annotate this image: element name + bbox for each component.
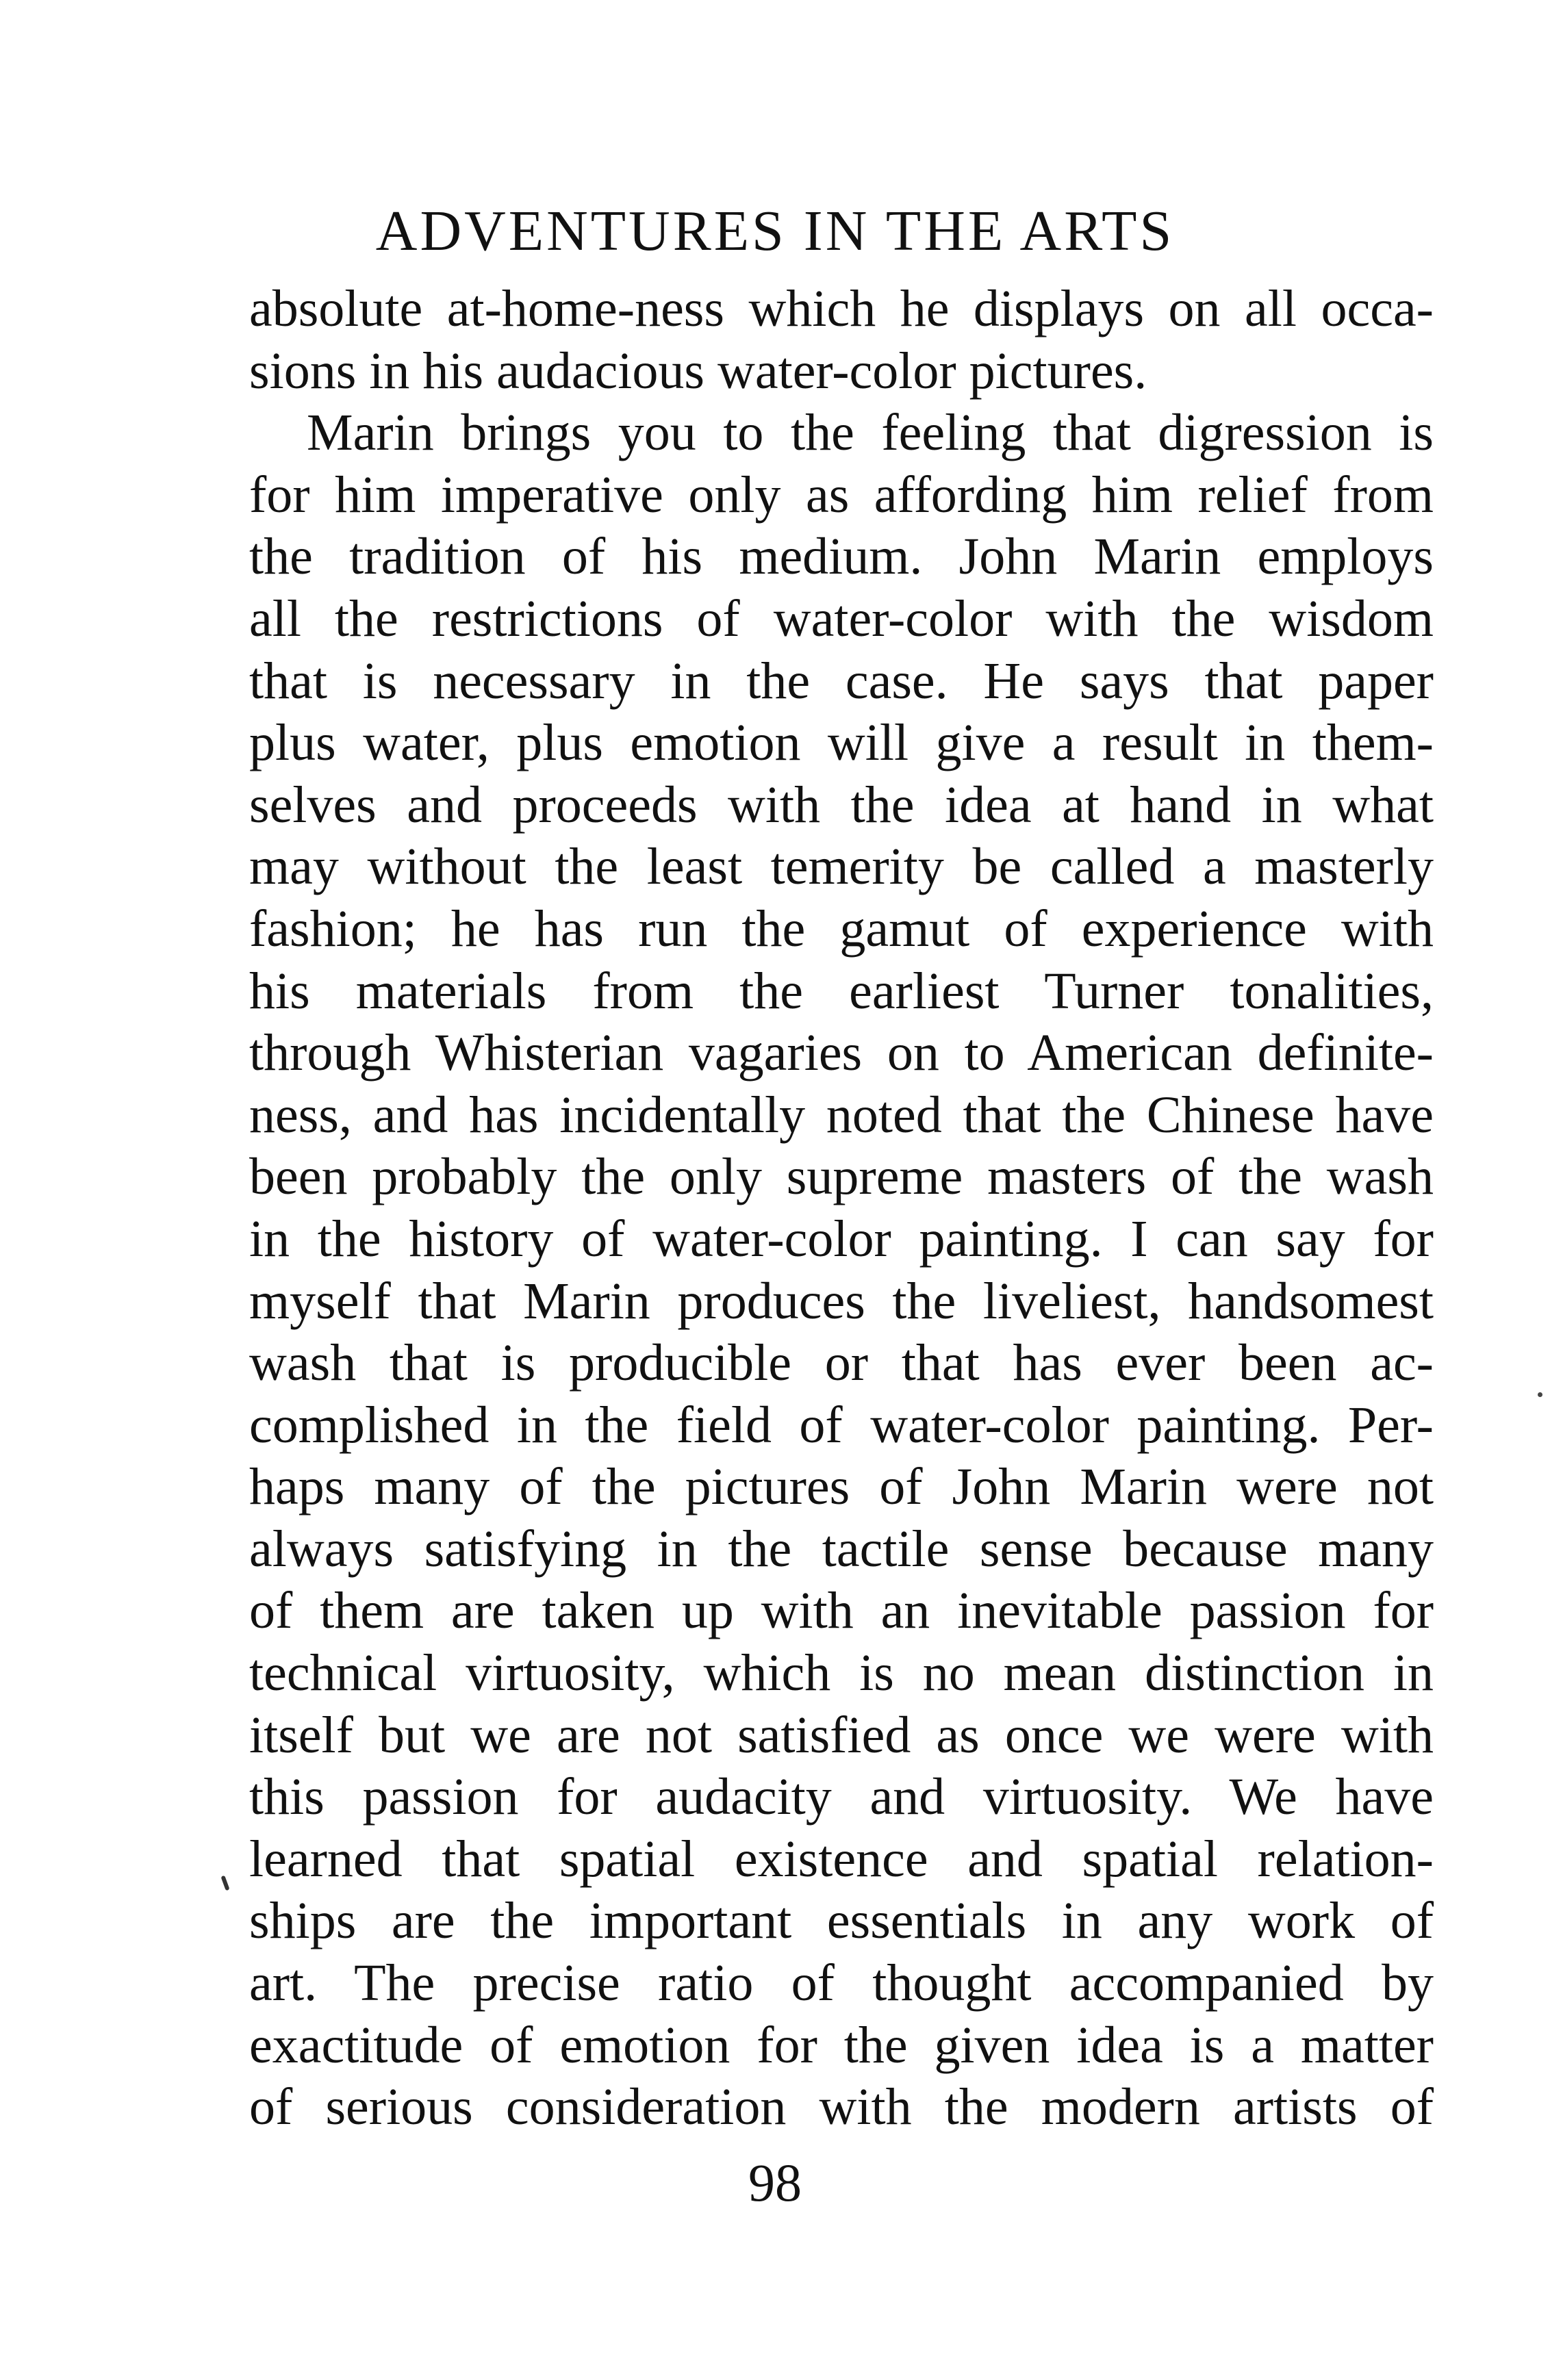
text-line: all the restrictions of water-color with the wisdom	[249, 589, 1434, 648]
text-line: complished in the field of water-color painting. Per-	[249, 1396, 1434, 1454]
text-line: wash that is producible or that has ever been ac-	[249, 1334, 1434, 1392]
text-line: sions in his audacious water-color pictures.	[249, 342, 1147, 400]
text-line: plus water, plus emotion will give a result in them-	[249, 714, 1434, 772]
text-line: learned that spatial existence and spatial relation-	[249, 1830, 1434, 1888]
text-line: been probably the only supreme masters of the wash	[249, 1148, 1434, 1206]
page-number: 98	[748, 2153, 802, 2212]
text-line: ships are the important essentials in any work of	[249, 1892, 1434, 1950]
text-line: in the history of water-color painting. I can say for	[249, 1210, 1434, 1268]
text-line: the tradition of his medium. John Marin employs	[249, 528, 1434, 586]
text-line: that is necessary in the case. He says that paper	[249, 652, 1434, 710]
text-line: art. The precise ratio of thought accompanied by	[249, 1954, 1434, 2012]
text-line: his materials from the earliest Turner tonalities,	[249, 962, 1434, 1020]
body-text	[249, 278, 1434, 2138]
text-line: technical virtuosity, which is no mean distinction in	[249, 1644, 1434, 1702]
text-line: fashion; he has run the gamut of experience with	[249, 899, 1434, 958]
stray-dot-mark	[1538, 1392, 1542, 1397]
text-line: this passion for audacity and virtuosity. We have	[249, 1768, 1434, 1826]
text-line: for him imperative only as affording him relief from	[249, 465, 1434, 524]
text-line: exactitude of emotion for the given idea is a matter	[249, 2016, 1434, 2074]
text-line: of serious consideration with the modern artists of	[249, 2078, 1434, 2136]
text-line: myself that Marin produces the liveliest, handsomest	[249, 1272, 1434, 1330]
text-line: haps many of the pictures of John Marin were not	[249, 1458, 1434, 1516]
text-line: absolute at-home-ness which he displays on all occa-	[249, 280, 1434, 337]
text-line: may without the least temerity be called a masterly	[249, 838, 1434, 896]
text-line: Marin brings you to the feeling that digression is	[307, 404, 1434, 462]
text-line: through Whisterian vagaries on to American definite-	[249, 1024, 1434, 1082]
text-line: of them are taken up with an inevitable passion for	[249, 1582, 1434, 1640]
margin-tick-mark	[220, 1876, 229, 1891]
text-line: ness, and has incidentally noted that the Chinese have	[249, 1086, 1434, 1144]
text-line: selves and proceeds with the idea at hand in what	[249, 776, 1434, 834]
text-line: always satisfying in the tactile sense because many	[249, 1520, 1434, 1578]
text-line: itself but we are not satisfied as once we were with	[249, 1706, 1434, 1764]
running-head: ADVENTURES IN THE ARTS	[375, 199, 1175, 263]
